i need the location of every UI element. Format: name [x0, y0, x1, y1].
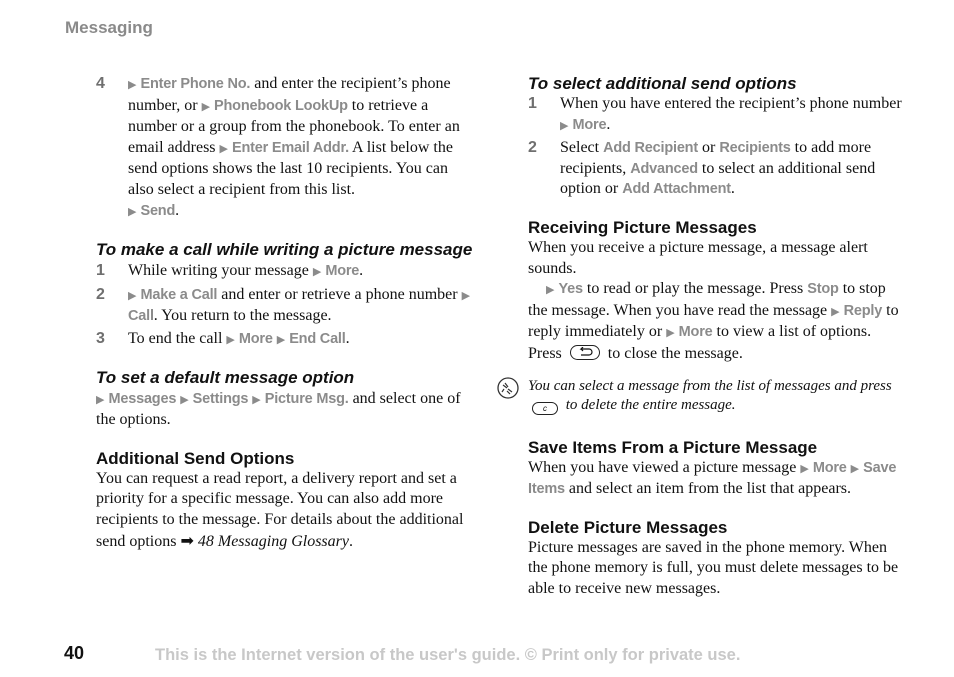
text: to delete the entire message. — [562, 397, 736, 414]
heading-additional-send-options: Additional Send Options — [96, 448, 295, 468]
lightbulb-tip-icon — [495, 375, 521, 408]
arrow-icon: ▶ — [800, 461, 809, 475]
menu-stop: Stop — [807, 281, 839, 298]
text: to reply immediately or — [528, 301, 899, 341]
text: or — [697, 139, 720, 157]
arrow-icon: ▶ — [201, 99, 211, 113]
text: to stop the message. When you have read the message — [528, 280, 886, 319]
arrow-icon: ▶ — [226, 332, 235, 346]
menu-phonebook-lookup: Phonebook LookUp — [214, 97, 348, 114]
arrow-icon: ▶ — [276, 332, 286, 346]
arrow-icon: ▶ — [831, 304, 840, 318]
step-number: 2 — [528, 139, 537, 157]
step-number: 1 — [528, 95, 537, 112]
menu-messages: Messages — [108, 390, 177, 407]
footer-notice: This is the Internet version of the user's guide. © Print only for private use. — [155, 646, 741, 664]
menu-call: Call — [128, 308, 154, 325]
text: to add more recipients, — [560, 139, 872, 177]
save-items-text — [528, 458, 903, 500]
text: and select an item from the list that appears. — [564, 480, 852, 498]
menu-more: More — [678, 324, 713, 341]
text: . — [345, 329, 350, 347]
text: to view a list of options. Press — [528, 323, 872, 362]
arrow-icon: ▶ — [128, 78, 137, 91]
call-step-3 — [96, 329, 476, 351]
delete-text: Picture messages are saved in the phone memory. When the phone memory is full, you must delete messages to be able to receive new messages. — [528, 538, 899, 597]
arrow-icon: ▶ — [128, 204, 137, 218]
text: to close the message. — [603, 344, 743, 362]
text: . — [730, 180, 735, 198]
menu-settings: Settings — [192, 390, 249, 407]
arrow-icon: ▶ — [461, 288, 471, 302]
receiving-text-1: When you receive a picture message, a message alert sounds. — [528, 238, 868, 277]
text: and enter or retrieve a phone number — [217, 285, 462, 303]
text: A list below the send options shows the last 10 recipients. You can also select a recipient from this list. — [128, 138, 453, 198]
menu-make-a-call: Make a Call — [140, 286, 218, 303]
step-number: 3 — [96, 329, 105, 347]
additional-options-text — [96, 469, 476, 552]
default-option-text — [96, 389, 476, 431]
section-header: Messaging — [65, 18, 153, 37]
reference-arrow-icon: ➡ — [180, 530, 194, 550]
c-key-icon: c — [532, 402, 558, 415]
arrow-icon: ▶ — [560, 118, 569, 132]
menu-advanced: Advanced — [630, 160, 698, 177]
call-step-1 — [96, 261, 476, 283]
page-number: 40 — [64, 643, 85, 663]
text: to read or play the message. Press — [582, 280, 808, 298]
menu-send: Send — [140, 202, 176, 219]
text: When you have entered the recipient’s phone number — [560, 95, 902, 112]
menu-add-recipient: Add Recipient — [603, 140, 698, 157]
heading-make-call: To make a call while writing a picture message — [96, 240, 473, 260]
menu-enter-phone-no: Enter Phone No. — [140, 76, 251, 92]
text: You can select a message from the list of messages and press — [528, 377, 892, 394]
select-step-2 — [528, 138, 903, 200]
menu-more: More — [572, 116, 607, 133]
menu-more: More — [238, 330, 273, 347]
text: While writing your message — [128, 262, 313, 280]
text: . — [359, 262, 364, 280]
text: to retrieve a number or a group from the phonebook. To enter an email address — [128, 96, 460, 156]
menu-enter-email-addr: Enter Email Addr. — [232, 139, 349, 156]
menu-yes: Yes — [558, 281, 583, 298]
step-4 — [96, 74, 476, 222]
text: to select an additional send option or — [560, 159, 876, 198]
menu-picture-msg: Picture Msg. — [264, 390, 349, 407]
step-number: 2 — [96, 285, 105, 303]
arrow-icon: ▶ — [252, 392, 261, 406]
arrow-icon: ▶ — [850, 461, 860, 475]
heading-receiving: Receiving Picture Messages — [528, 217, 757, 237]
back-key-icon — [570, 345, 600, 360]
menu-save-items: Save Items — [528, 459, 897, 498]
left-column — [96, 74, 476, 552]
tip-note — [528, 377, 903, 416]
arrow-icon: ▶ — [96, 392, 105, 406]
text: . — [175, 201, 180, 219]
arrow-icon: ▶ — [546, 283, 555, 297]
heading-delete-picture-messages: Delete Picture Messages — [528, 517, 728, 537]
heading-select-send-options: To select additional send options — [528, 74, 797, 93]
receiving-text-2 — [528, 279, 903, 364]
step-number: 4 — [96, 75, 105, 92]
arrow-icon: ▶ — [666, 326, 675, 340]
step-number: 1 — [96, 262, 105, 280]
right-column — [528, 74, 903, 600]
text: . You return to the message. — [153, 307, 332, 325]
arrow-icon: ▶ — [312, 265, 322, 279]
select-step-1 — [528, 94, 903, 136]
text: To end the call — [128, 329, 227, 347]
text: . — [606, 115, 611, 133]
text: . — [348, 532, 353, 550]
menu-more: More — [812, 459, 847, 476]
glossary-reference: 48 Messaging Glossary — [197, 532, 349, 550]
heading-save-items: Save Items From a Picture Message — [528, 437, 818, 457]
arrow-icon: ▶ — [128, 288, 137, 302]
arrow-icon: ▶ — [180, 392, 189, 406]
text: and select one of the options. — [96, 389, 461, 429]
text: Select — [560, 139, 604, 157]
text: You can request a read report, a delivery report and set a priority for a specific message. You can also add more recipients to the message. For details about the additional send options — [96, 469, 464, 550]
call-step-2 — [96, 285, 476, 327]
heading-default-option: To set a default message option — [96, 367, 355, 387]
menu-recipients: Recipients — [719, 140, 791, 157]
text: When you have viewed a picture message — [528, 458, 801, 476]
text: and enter the recipient’s phone number, or — [128, 75, 451, 114]
menu-end-call: End Call — [289, 330, 346, 347]
menu-add-attachment: Add Attachment — [622, 181, 731, 198]
menu-more: More — [325, 263, 360, 280]
menu-reply: Reply — [843, 302, 883, 319]
arrow-icon: ▶ — [219, 141, 228, 155]
